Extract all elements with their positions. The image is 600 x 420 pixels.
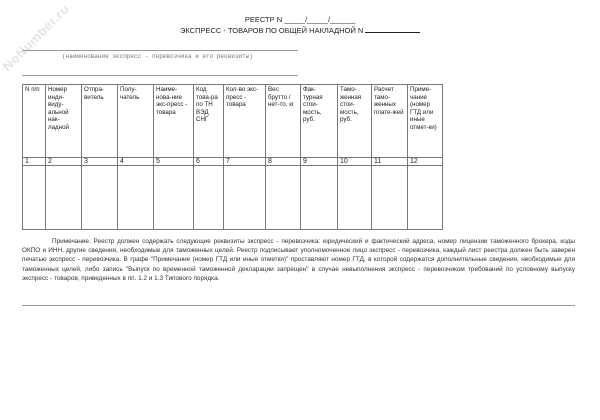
column-number: 11 — [372, 158, 408, 166]
column-header: N п/п — [23, 85, 46, 158]
table-cell[interactable] — [266, 166, 301, 230]
registry-table — [22, 84, 443, 230]
column-header: Приме-чание (номер ГТД или иные отмет-ки) — [408, 85, 443, 158]
column-header: Вес брутто / нет-то, кг — [266, 85, 301, 158]
column-number: 7 — [224, 158, 266, 166]
table-row — [23, 166, 443, 230]
footer-line — [22, 305, 575, 306]
column-number: 6 — [194, 158, 224, 166]
carrier-line-2 — [22, 75, 298, 76]
registry-title: РЕЕСТР N _____/_____/______ — [244, 15, 356, 24]
registry-subtitle — [180, 25, 420, 35]
column-number-row — [23, 158, 443, 166]
table-cell[interactable] — [224, 166, 266, 230]
waybill-number-blank — [365, 25, 420, 33]
table-cell[interactable] — [338, 166, 372, 230]
watermark: NoNumber.ru — [0, 1, 73, 74]
column-header: Код това-ра по ТН ВЭД СНГ — [194, 85, 224, 158]
column-number: 12 — [408, 158, 443, 166]
subtitle-text: ЭКСПРЕСС - ТОВАРОВ ПО ОБЩЕЙ НАКЛАДНОЙ N — [180, 26, 364, 35]
column-number: 9 — [301, 158, 338, 166]
header-row — [23, 85, 443, 158]
table-cell[interactable] — [154, 166, 194, 230]
column-header: Отпра-витель — [82, 85, 118, 158]
column-header: Фак-турная стои-мость, руб. — [301, 85, 338, 158]
table-cell[interactable] — [194, 166, 224, 230]
carrier-line — [22, 50, 298, 51]
table-cell[interactable] — [23, 166, 46, 230]
column-header: Кол-во экс-пресс - товара — [224, 85, 266, 158]
table-cell[interactable] — [408, 166, 443, 230]
column-header: Номер инди-виду-альной нак-ладной — [46, 85, 82, 158]
column-number: 3 — [82, 158, 118, 166]
column-number: 8 — [266, 158, 301, 166]
column-number: 10 — [338, 158, 372, 166]
column-header: Полу-чатель — [118, 85, 154, 158]
table-cell[interactable] — [118, 166, 154, 230]
note-text: Примечание. Реестр должен содержать следующие реквизиты экспресс - перевозчика: юридический и фактический адреса, номер лицензии таможенного брокера, коды ОКПО и ИНН, другие сведения, необходимые для таможенных целей. Реестр подписывает уполномоченное лицо экспресс - перевозчика, каждый лист реестра должен быть заверен печатью экспресс - перевозчика. В графе "Примечание (номер ГТД или иные отметки)" проставляют номер ГТД, в которой содержатся дополнительные сведения, необходимые для таможенных целей, либо запись "Выпуск по временной таможенной декларации запрещен" в случае невыполнения экспресс - перевозчиком требований по условному выпуску экспресс - товаров, приведенных в пп. 1.2 и 1.3 Типового порядка. — [22, 238, 575, 282]
column-number: 1 — [23, 158, 46, 166]
column-header: Наиме-нова-ние экс-пресс - товара — [154, 85, 194, 158]
column-header: Тамо-женная стои-мость, руб. — [338, 85, 372, 158]
table-cell[interactable] — [301, 166, 338, 230]
carrier-caption: (наименование экспресс - перевозчика и его реквизиты) — [62, 53, 253, 60]
column-number: 2 — [46, 158, 82, 166]
column-number: 4 — [118, 158, 154, 166]
table-cell[interactable] — [372, 166, 408, 230]
column-header: Расчет тамо-женных плате-жей — [372, 85, 408, 158]
table-cell[interactable] — [82, 166, 118, 230]
column-number: 5 — [154, 158, 194, 166]
table-cell[interactable] — [46, 166, 82, 230]
